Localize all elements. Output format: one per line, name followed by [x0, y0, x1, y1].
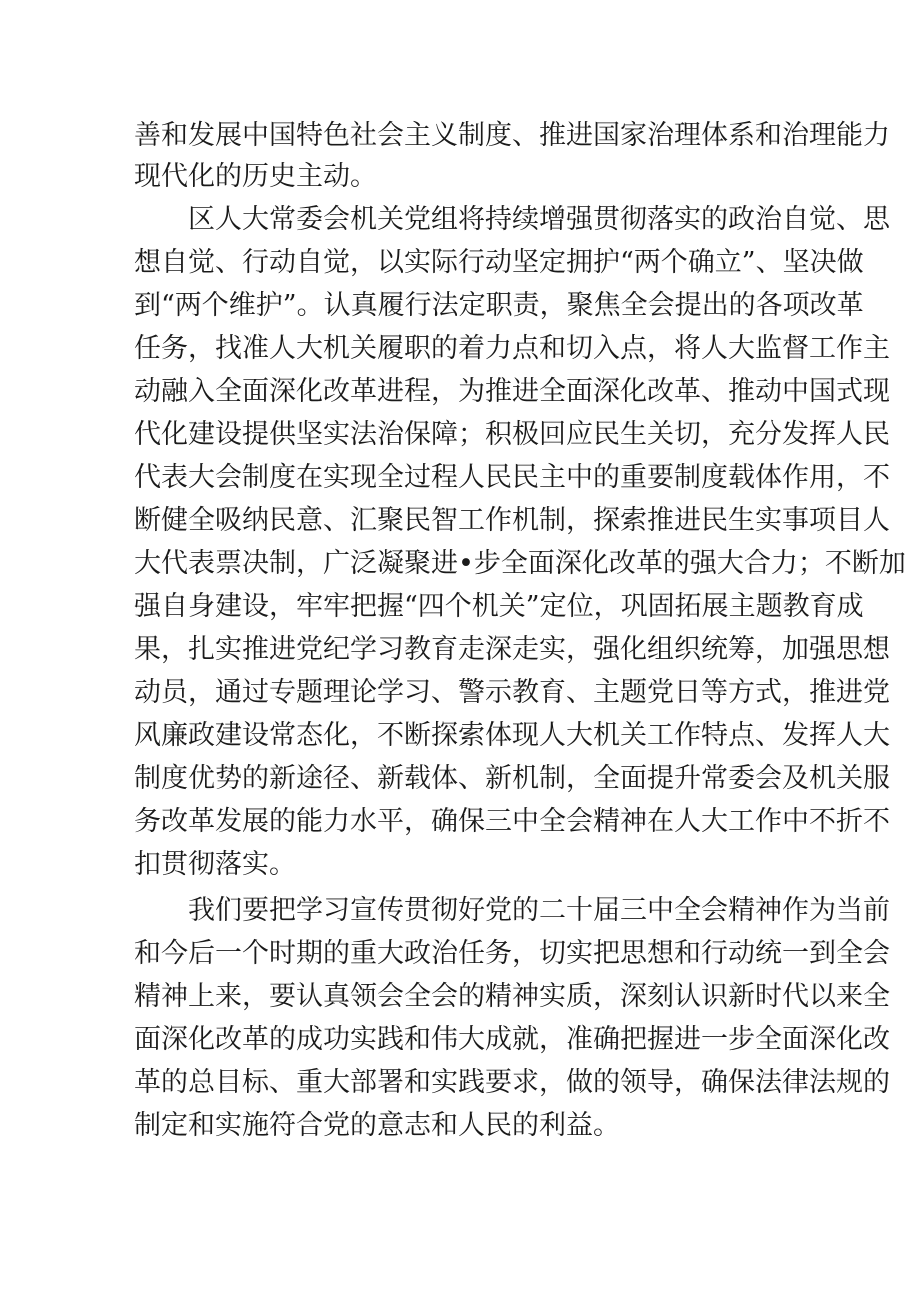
- text-line: 务改革发展的能力水平，确保三中全会精神在人大工作中不折不: [134, 806, 890, 837]
- text-line: 精神上来，要认真领会全会的精神实质，深刻认识新时代以来全: [134, 981, 890, 1012]
- text-line: 和今后一个时期的重大政治任务，切实把思想和行动统一到全会: [134, 938, 890, 969]
- text-line: 制定和实施符合党的意志和人民的利益。: [134, 1110, 620, 1141]
- text-line: 风廉政建设常态化，不断探索体现人大机关工作特点、发挥人大: [134, 720, 890, 751]
- text-line: 现代化的历史主动。: [134, 161, 377, 192]
- text-line: 到“两个维护”。认真履行法定职责，聚焦全会提出的各项改革: [134, 290, 864, 321]
- text-line: 果，扎实推进党纪学习教育走深走实，强化组织统筹，加强思想: [134, 634, 890, 665]
- text-line: 善和发展中国特色社会主义制度、推进国家治理体系和治理能力: [134, 120, 890, 151]
- text-line: 革的总目标、重大部署和实践要求，做的领导，确保法律法规的: [134, 1067, 890, 1098]
- text-line: 强自身建设，牢牢把握“四个机关”定位，巩固拓展主题教育成: [134, 591, 864, 622]
- text-line: 任务，找准人大机关履职的着力点和切入点，将人大监督工作主: [134, 333, 890, 364]
- paragraph-first-line: 区人大常委会机关党组将持续增强贯彻落实的政治自觉、思: [188, 204, 890, 235]
- text-line: 面深化改革的成功实践和伟大成就，准确把握进一步全面深化改: [134, 1024, 890, 1055]
- text-line: 大代表票决制，广泛凝聚进•步全面深化改革的强大合力；不断加: [134, 548, 906, 579]
- text-line: 动融入全面深化改革进程，为推进全面深化改革、推动中国式现: [134, 376, 890, 407]
- text-line: 代化建设提供坚实法治保障；积极回应民生关切，充分发挥人民: [134, 419, 890, 450]
- text-line: 制度优势的新途径、新载体、新机制，全面提升常委会及机关服: [134, 763, 890, 794]
- text-line: 动员，通过专题理论学习、警示教育、主题党日等方式，推进党: [134, 677, 890, 708]
- text-line: 扣贯彻落实。: [134, 849, 296, 880]
- text-line: 代表大会制度在实现全过程人民民主中的重要制度载体作用，不: [134, 462, 890, 493]
- text-line: 想自觉、行动自觉，以实际行动坚定拥护“两个确立”、坚决做: [134, 247, 864, 278]
- text-line: 断健全吸纳民意、汇聚民智工作机制，探索推进民生实事项目人: [134, 505, 890, 536]
- paragraph-first-line: 我们要把学习宣传贯彻好党的二十届三中全会精神作为当前: [188, 895, 890, 926]
